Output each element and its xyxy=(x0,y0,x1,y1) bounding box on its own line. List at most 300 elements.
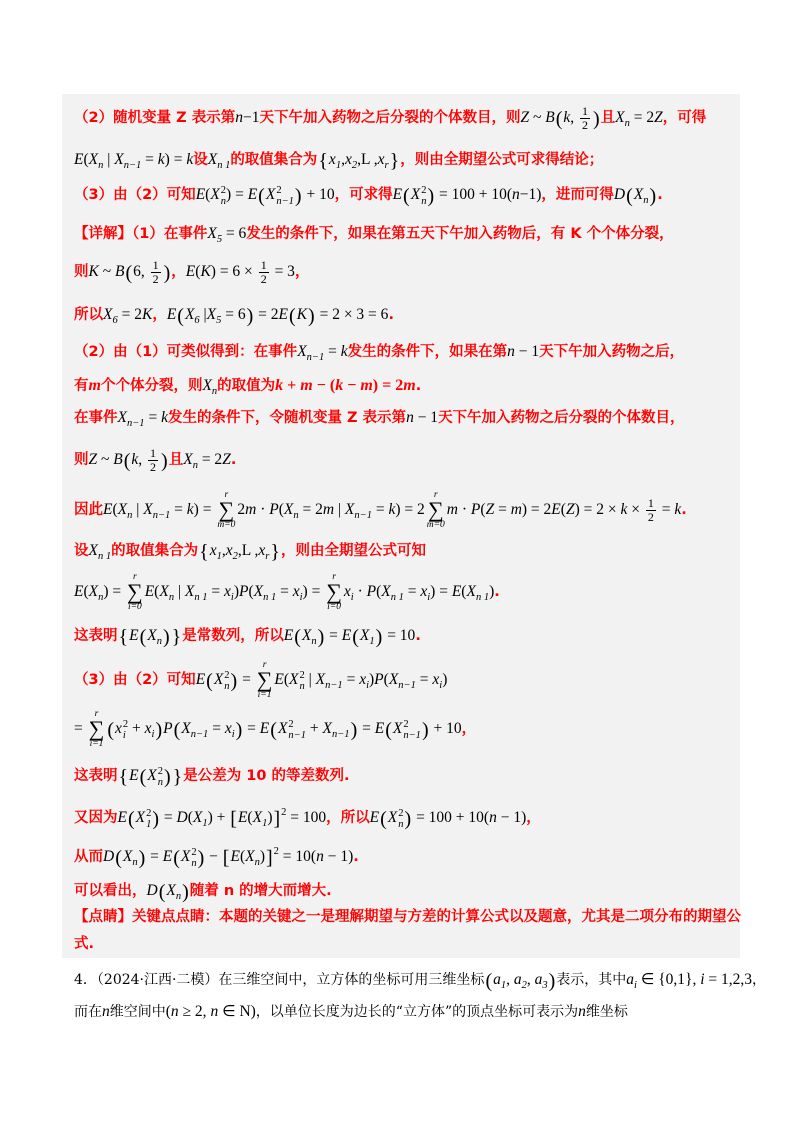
math-variable: a xyxy=(513,971,522,988)
subscript: n xyxy=(624,118,630,129)
math-text: , xyxy=(506,971,514,988)
subscript: 1 xyxy=(335,160,342,171)
math-variable: X xyxy=(184,306,195,323)
math-text: ( xyxy=(461,583,467,600)
math-text: − 1) xyxy=(496,809,527,826)
summation-lower-limit: m=0 xyxy=(426,520,445,531)
math-variable: Z xyxy=(485,501,495,518)
large-bracket: ) xyxy=(350,719,358,741)
math-variable: x xyxy=(225,542,233,559)
subscript: n 1 xyxy=(263,592,277,603)
math-variable: Z xyxy=(654,109,663,126)
subscript: i xyxy=(231,729,235,740)
math-variable: n xyxy=(507,343,515,360)
question-text: 表示，其中 xyxy=(556,972,627,988)
large-bracket: ] xyxy=(266,847,273,869)
math-variable: E xyxy=(341,627,352,644)
answer-text: 所以 xyxy=(74,307,103,323)
subscript: 2 xyxy=(351,160,358,171)
math-text: ) = xyxy=(103,583,126,600)
answer-math-text: + xyxy=(283,377,301,394)
math-variable: X xyxy=(387,809,398,826)
answer-text: 天下午加入药物之后分裂的个体数目，则 xyxy=(259,110,521,126)
large-bracket: ( xyxy=(173,719,181,741)
answer-text: 式. xyxy=(74,936,95,952)
subscript: n 1 xyxy=(475,592,490,603)
answer-text: . xyxy=(681,502,687,518)
large-bracket: ( xyxy=(626,185,633,207)
large-bracket: ( xyxy=(115,847,122,869)
math-text: ( xyxy=(83,583,89,600)
math-variable: Z xyxy=(88,451,98,468)
math-variable: x xyxy=(258,542,266,559)
answer-text: ， xyxy=(152,307,167,323)
math-text: | xyxy=(132,501,144,518)
large-bracket: ( xyxy=(173,847,180,869)
fraction-denominator: 2 xyxy=(260,272,267,287)
math-text: ) = 2 xyxy=(521,501,552,518)
answer-text: 又因为 xyxy=(74,810,118,826)
math-variable: X xyxy=(207,151,218,168)
math-variable: E xyxy=(230,848,240,865)
math-variable: X xyxy=(253,583,264,600)
superscript: 2 xyxy=(288,718,294,730)
subscript: i xyxy=(299,592,303,603)
math-text: ) = 2 × xyxy=(574,501,621,518)
math-variable: Z xyxy=(222,451,231,468)
superscript: 2 xyxy=(220,184,227,196)
math-text: , xyxy=(526,971,535,988)
answer-math-variable: m xyxy=(403,377,416,394)
math-text: = xyxy=(342,671,360,688)
math-variable: D xyxy=(176,809,188,826)
math-variable: E xyxy=(247,186,258,203)
math-variable: X xyxy=(277,720,288,737)
subscript: n xyxy=(175,891,182,902)
subscript: 2 xyxy=(521,980,527,991)
math-text: = xyxy=(324,343,341,360)
large-bracket: } xyxy=(270,541,280,563)
math-variable: X xyxy=(147,627,157,644)
subscript: n xyxy=(132,857,138,868)
math-text: ( xyxy=(376,583,382,600)
math-text: = 2 xyxy=(629,109,655,126)
answer-text: ，则由全期望公式可知 xyxy=(280,543,426,559)
question-text: 维空间中 xyxy=(109,1004,166,1020)
question-line xyxy=(74,990,628,1034)
large-bracket: ) xyxy=(162,626,170,648)
math-text: ) xyxy=(259,848,265,865)
math-variable: P xyxy=(239,583,249,600)
subscript: n xyxy=(192,460,198,471)
math-variable: E xyxy=(195,671,206,688)
subscript: n−1 xyxy=(190,729,209,740)
math-variable: B xyxy=(545,109,555,126)
math-variable: K xyxy=(141,306,153,323)
subscript: n 1 xyxy=(390,592,404,603)
answer-text: 的取值为 xyxy=(217,378,276,394)
math-variable: X xyxy=(181,720,191,737)
math-text: ( xyxy=(83,151,89,168)
answer-text: . xyxy=(494,584,500,600)
math-text: = xyxy=(160,809,177,826)
summation-lower-limit: i=1 xyxy=(257,690,272,701)
large-bracket: ) xyxy=(548,970,556,992)
subscript: 2 xyxy=(232,551,238,562)
question-text: ，以单位长度为边长的“立方体”的顶点坐标可表示为 xyxy=(255,1004,579,1020)
math-text: = xyxy=(144,409,162,426)
summation-sign: ∑ xyxy=(127,579,143,605)
math-variable: D xyxy=(146,882,158,899)
answer-text: 在事件 xyxy=(74,410,118,426)
math-variable: x xyxy=(224,583,231,600)
subscript: n xyxy=(293,510,299,521)
math-variable: m xyxy=(245,501,257,518)
large-bracket: ) xyxy=(235,719,243,741)
answer-text: . xyxy=(353,849,359,865)
math-variable: E xyxy=(117,809,127,826)
large-bracket: ) xyxy=(163,262,171,284)
math-variable: k xyxy=(186,501,194,518)
math-variable: X xyxy=(283,501,294,518)
fraction-denominator: 2 xyxy=(150,460,157,475)
answer-math-variable: k xyxy=(275,377,284,394)
math-variable: X xyxy=(388,671,399,688)
math-text: 6, xyxy=(133,263,149,280)
math-variable: x xyxy=(292,583,300,600)
subscript: i xyxy=(634,980,637,991)
subscript: n−1 xyxy=(354,510,372,521)
large-bracket: ) xyxy=(375,626,383,648)
subscript: n 1 xyxy=(97,551,112,562)
math-variable: K xyxy=(88,263,99,280)
superscript: 2 xyxy=(398,807,404,819)
subscript: n−1 xyxy=(306,352,325,363)
answer-text: （3）由（2）可知 xyxy=(74,672,196,688)
math-text: ≥ 2, xyxy=(178,1003,211,1020)
math-variable: i xyxy=(700,971,705,988)
summation-lower-limit: i=0 xyxy=(327,602,341,613)
math-text: = 2 xyxy=(298,501,323,518)
summation-upper-limit: r xyxy=(94,708,99,719)
subscript: 1 xyxy=(262,818,268,829)
large-bracket: } xyxy=(172,766,183,788)
math-variable: E xyxy=(392,186,403,203)
math-text: ) xyxy=(267,809,273,826)
subscript: n−1 xyxy=(403,729,421,741)
answer-text: 天下午加入药物之后分裂的个体数目， xyxy=(438,410,685,426)
math-variable: X xyxy=(245,848,255,865)
math-text: | xyxy=(199,306,207,323)
math-text: ,L , xyxy=(357,151,378,168)
math-text: + xyxy=(128,720,145,737)
answer-text: （3）由（2）可知 xyxy=(74,187,196,203)
summation-sign: ∑ xyxy=(88,716,105,742)
math-text: = xyxy=(208,720,225,737)
math-text: = 100 xyxy=(286,809,327,826)
math-variable: X xyxy=(301,627,312,644)
subscript: n xyxy=(211,386,218,397)
math-variable: n xyxy=(210,1003,219,1020)
math-variable: n xyxy=(316,848,324,865)
subscript: 1 xyxy=(369,636,375,647)
large-bracket: [ xyxy=(222,847,230,869)
math-text: = 10 xyxy=(383,627,416,644)
math-text: | xyxy=(304,671,316,688)
math-variable: P xyxy=(269,501,279,518)
answer-text: 随着 n 的增大而增大. xyxy=(189,883,332,899)
math-text: ) = xyxy=(430,583,452,600)
answer-text: ，进而可得 xyxy=(541,187,614,203)
math-variable: X xyxy=(122,848,133,865)
math-variable: X xyxy=(183,451,193,468)
subscript: i xyxy=(151,729,155,740)
answer-text: 是公差为 10 的等差数列. xyxy=(183,768,350,784)
math-text: ( xyxy=(248,583,254,600)
large-bracket: ( xyxy=(485,970,493,992)
math-text: = 1,2,3 xyxy=(704,971,753,988)
math-variable: a xyxy=(626,971,635,988)
math-text: = xyxy=(371,501,389,518)
math-variable: E xyxy=(166,306,177,323)
answer-text: 是常数列，所以 xyxy=(182,628,284,644)
math-text: = xyxy=(170,501,187,518)
math-text: − 1) xyxy=(323,848,354,865)
math-text: = xyxy=(358,720,375,737)
subscript: n−1 xyxy=(331,729,350,740)
large-bracket: ) xyxy=(308,305,315,327)
math-variable: D xyxy=(613,186,626,203)
math-text: ) xyxy=(442,671,448,688)
math-variable: E xyxy=(374,720,385,737)
math-variable: X xyxy=(207,225,217,242)
math-text: ( xyxy=(480,501,486,518)
math-text: −1) xyxy=(519,186,542,203)
answer-text: 因此 xyxy=(74,502,103,518)
math-variable: X xyxy=(297,343,307,360)
large-bracket: ) xyxy=(317,626,325,648)
summation-sign: ∑ xyxy=(218,497,235,523)
large-bracket: ( xyxy=(139,626,147,648)
math-variable: X xyxy=(206,306,217,323)
answer-text: 天下午加入药物之后， xyxy=(539,344,685,360)
math-variable: X xyxy=(166,882,176,899)
math-text: ( xyxy=(239,848,246,865)
math-text: = xyxy=(243,720,260,737)
math-variable: k xyxy=(340,343,348,360)
math-text: ~ xyxy=(529,109,546,126)
fraction-numerator: 1 xyxy=(260,257,267,272)
math-variable: k xyxy=(186,151,194,168)
math-variable: X xyxy=(615,109,625,126)
math-text: = 2 xyxy=(254,306,279,323)
question-text: ， xyxy=(752,972,767,988)
math-variable: E xyxy=(451,583,462,600)
summation-sign: ∑ xyxy=(427,497,444,523)
answer-text: . xyxy=(415,378,422,394)
subscript: n−1 xyxy=(398,680,416,691)
math-variable: X xyxy=(381,583,391,600)
subscript: n xyxy=(224,680,230,692)
large-bracket: ) xyxy=(649,185,657,207)
large-bracket: ( xyxy=(258,185,265,207)
subscript: 1 xyxy=(202,818,208,829)
math-variable: x xyxy=(328,151,336,168)
math-variable: k xyxy=(157,151,165,168)
math-variable: X xyxy=(88,583,99,600)
math-text: × xyxy=(627,501,644,518)
math-text: − 1 xyxy=(514,343,540,360)
answer-text: ，可得 xyxy=(662,110,707,126)
math-text: = xyxy=(238,671,255,688)
math-variable: X xyxy=(135,809,146,826)
math-variable: n xyxy=(235,109,243,126)
math-variable: k xyxy=(131,451,139,468)
math-text: ) xyxy=(369,671,375,688)
fraction-numerator: 1 xyxy=(152,257,159,272)
math-variable: x xyxy=(343,583,351,600)
subscript: n 1 xyxy=(217,160,231,171)
math-variable: m xyxy=(322,501,335,518)
summation-sign: ∑ xyxy=(326,579,342,605)
math-text: ) = xyxy=(226,186,248,203)
subscript: n xyxy=(311,636,317,647)
subscript: 5 xyxy=(216,315,222,326)
math-text: · xyxy=(353,583,367,600)
large-bracket: ) xyxy=(152,808,160,830)
answer-text: 【点睛】关键点点睛：本题的关键之一是理解期望与方差的计算公式以及题意，尤其是二项分布的期望公 xyxy=(74,909,741,925)
large-bracket: ( xyxy=(139,766,147,788)
math-text: ) = xyxy=(302,583,325,600)
math-text: ) = 6 × xyxy=(210,263,257,280)
large-bracket: ) xyxy=(155,719,163,741)
math-text: ( xyxy=(165,1003,171,1020)
large-bracket: ) xyxy=(163,766,171,788)
subscript: n xyxy=(98,160,104,171)
math-text: ) = xyxy=(193,501,216,518)
summation-lower-limit: m=0 xyxy=(217,520,236,531)
math-text: = 100 + 10( xyxy=(412,809,490,826)
math-variable: E xyxy=(185,263,196,280)
subscript: n xyxy=(191,857,197,869)
summation-sign: ∑ xyxy=(256,667,273,693)
math-text: ~ xyxy=(97,451,114,468)
subscript: n−1 xyxy=(126,418,145,429)
answer-text: 则 xyxy=(74,264,89,280)
large-bracket: ( xyxy=(403,185,410,207)
large-bracket: ) xyxy=(421,719,429,741)
large-bracket: ) xyxy=(404,808,412,830)
answer-text: 发生的条件下，如果在第五天下午加入药物后，有 K 个个体分裂， xyxy=(246,226,674,242)
math-text: · xyxy=(458,501,471,518)
math-variable: k xyxy=(674,501,682,518)
math-variable: Z xyxy=(520,109,530,126)
fraction-numerator: 1 xyxy=(647,495,654,510)
fraction-denominator: 2 xyxy=(647,510,654,525)
large-bracket: ( xyxy=(206,670,213,692)
math-variable: K xyxy=(296,306,308,323)
answer-math-text: − xyxy=(343,377,361,394)
answer-text: 且 xyxy=(168,452,184,468)
large-bracket: ( xyxy=(294,626,301,648)
math-variable: E xyxy=(162,848,173,865)
math-variable: E xyxy=(278,306,289,323)
answer-text: . xyxy=(415,628,421,644)
math-text: = 100 + 10( xyxy=(435,186,513,203)
question-text: 而在 xyxy=(74,1004,102,1020)
math-text: ( xyxy=(383,671,389,688)
math-text: ,L , xyxy=(237,542,259,559)
superscript: 2 xyxy=(122,718,129,730)
math-text: = xyxy=(74,720,87,737)
answer-text: ， xyxy=(294,264,310,280)
large-bracket: { xyxy=(118,766,129,788)
math-variable: E xyxy=(129,767,139,784)
math-text: ∈ {0,1}, xyxy=(636,971,701,988)
math-text: = 6 xyxy=(222,225,247,242)
math-variable: x xyxy=(420,583,428,600)
subscript: i xyxy=(366,680,369,691)
math-text: = xyxy=(657,501,675,518)
math-text: ) xyxy=(489,583,495,600)
large-bracket: { xyxy=(199,541,209,563)
math-variable: E xyxy=(144,583,155,600)
answer-text: 这表明 xyxy=(74,768,118,784)
answer-text: 这表明 xyxy=(74,628,118,644)
math-text: ( xyxy=(187,809,193,826)
math-variable: P xyxy=(374,671,384,688)
math-text: 2 xyxy=(237,501,246,518)
subscript: n xyxy=(421,195,427,207)
large-bracket: ] xyxy=(273,808,281,830)
subscript: 5 xyxy=(216,234,223,245)
math-variable: P xyxy=(470,501,481,518)
answer-text: 发生的条件下，令随机变量 Z 表示第 xyxy=(167,410,407,426)
answer-text: ，所以 xyxy=(326,810,370,826)
large-bracket: ) xyxy=(138,847,146,869)
math-text: = 3 xyxy=(270,263,295,280)
math-variable: X xyxy=(252,809,263,826)
math-variable: X xyxy=(315,671,326,688)
math-variable: n xyxy=(489,809,497,826)
math-text: ) = xyxy=(164,151,187,168)
answer-text: 的取值集合为 xyxy=(111,543,199,559)
math-variable: X xyxy=(359,627,370,644)
answer-math-variable: m xyxy=(88,377,101,394)
fraction-numerator: 1 xyxy=(150,445,157,460)
answer-text: ，则由全期望公式可求得结论； xyxy=(400,152,604,168)
math-text: = 2 xyxy=(117,306,142,323)
math-text: ( xyxy=(195,263,201,280)
subscript: 1 xyxy=(500,980,507,991)
summation-upper-limit: r xyxy=(133,571,137,582)
math-variable: X xyxy=(322,720,332,737)
math-variable: Z xyxy=(565,501,575,518)
math-variable: x xyxy=(144,720,152,737)
fraction-denominator: 2 xyxy=(152,272,159,287)
math-text: | xyxy=(174,583,185,600)
large-bracket: ) xyxy=(161,450,168,472)
subscript: n 1 xyxy=(194,592,208,603)
subscript: n xyxy=(156,636,162,647)
subscript: 3 xyxy=(542,980,548,991)
math-variable: E xyxy=(74,151,84,168)
math-variable: E xyxy=(369,809,380,826)
math-text: = xyxy=(146,848,163,865)
answer-text: 【详解】（1）在事件 xyxy=(74,226,208,242)
math-variable: k xyxy=(620,501,628,518)
math-text: | xyxy=(334,501,345,518)
